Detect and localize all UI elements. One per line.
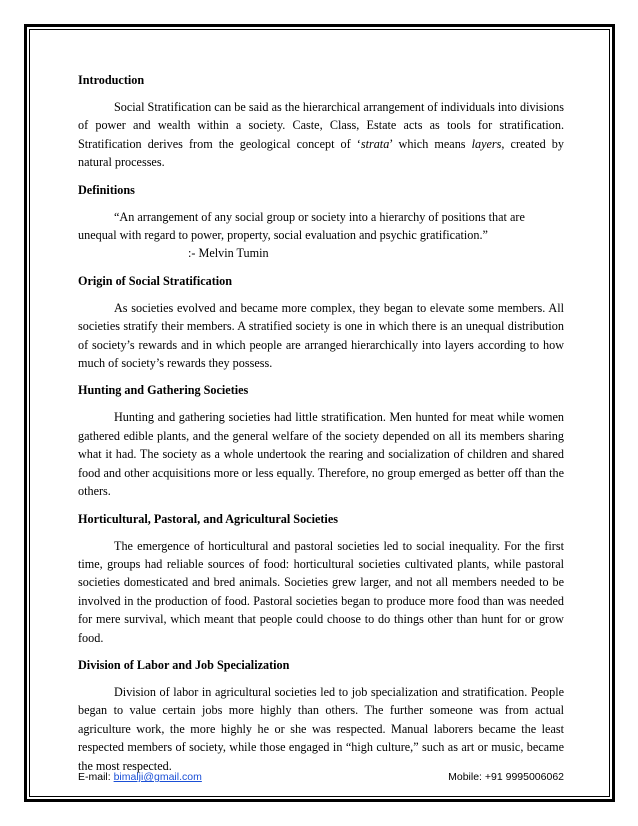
page-footer (78, 771, 564, 783)
document-body (78, 71, 564, 784)
heading-division-of-labor: Division of Labor and Job Specialization (78, 657, 290, 672)
paragraph-origin: As societies evolved and became more complex, they began to elevate some members. All societies stratify their members. A stratified society is one in which there is an unequal distribution of society’s rewards and in which people are arranged hierarchically into layers according to how much of society’s rewards they possess. (78, 300, 564, 371)
paragraph-division-of-labor: Division of labor in agricultural societies led to job specialization and stratification. People began to value certain jobs more highly than others. The further someone was from actual agriculture work, the more highly he or she was respected. Manual laborers became the least respected members of society, while those engaged in “high culture,” such as art or music, became the most respected. (78, 684, 564, 773)
heading-definitions: Definitions (78, 182, 135, 197)
footer-mobile: Mobile: +91 9995006062 (448, 771, 564, 783)
heading-hunting-gathering: Hunting and Gathering Societies (78, 383, 249, 398)
email-link[interactable]: bimalji@gmail.com (113, 771, 202, 783)
footer-email: E-mail: bimalji@gmail.com (78, 771, 202, 783)
heading-origin: Origin of Social Stratification (78, 273, 233, 288)
heading-horticultural: Horticultural, Pastoral, and Agricultural Societies (78, 511, 338, 526)
quote-attribution: :- Melvin Tumin (188, 246, 269, 261)
term-strata: strata (360, 136, 390, 151)
term-layers: layers (471, 136, 502, 151)
paragraph-introduction: Social Stratification can be said as the hierarchical arrangement of individuals into divisions of power and wealth within a society. Caste, Class, Estate acts as tools for stratification. Stratification derives from the geological concept of ‘strata’ which means layers, created by natural processes. (78, 100, 564, 170)
definition-quote: “An arrangement of any social group or society into a hierarchy of positions that are unequal with regard to power, property, social evaluation and psychic gratification.” (78, 209, 525, 243)
paragraph-horticultural: The emergence of horticultural and pastoral societies led to social inequality. For the first time, groups had reliable sources of food: horticultural societies cultivated plants, while pastoral societies domesticated and bred animals. Societies grew larger, and not all members needed to be involved in the production of food. Pastoral societies began to produce more food than was needed for mere survival, which meant that people could choose to do things other than hunt for or grow food. (78, 538, 564, 645)
paragraph-hunting-gathering: Hunting and gathering societies had little stratification. Men hunted for meat while women gathered edible plants, and the general welfare of the society depended on all its members sharing what it had. The society as a whole undertook the rearing and socialization of children and shared food and other acquisitions more or less equally. Therefore, no group emerged as better off than the others. (78, 410, 564, 499)
heading-introduction: Introduction (78, 73, 145, 87)
